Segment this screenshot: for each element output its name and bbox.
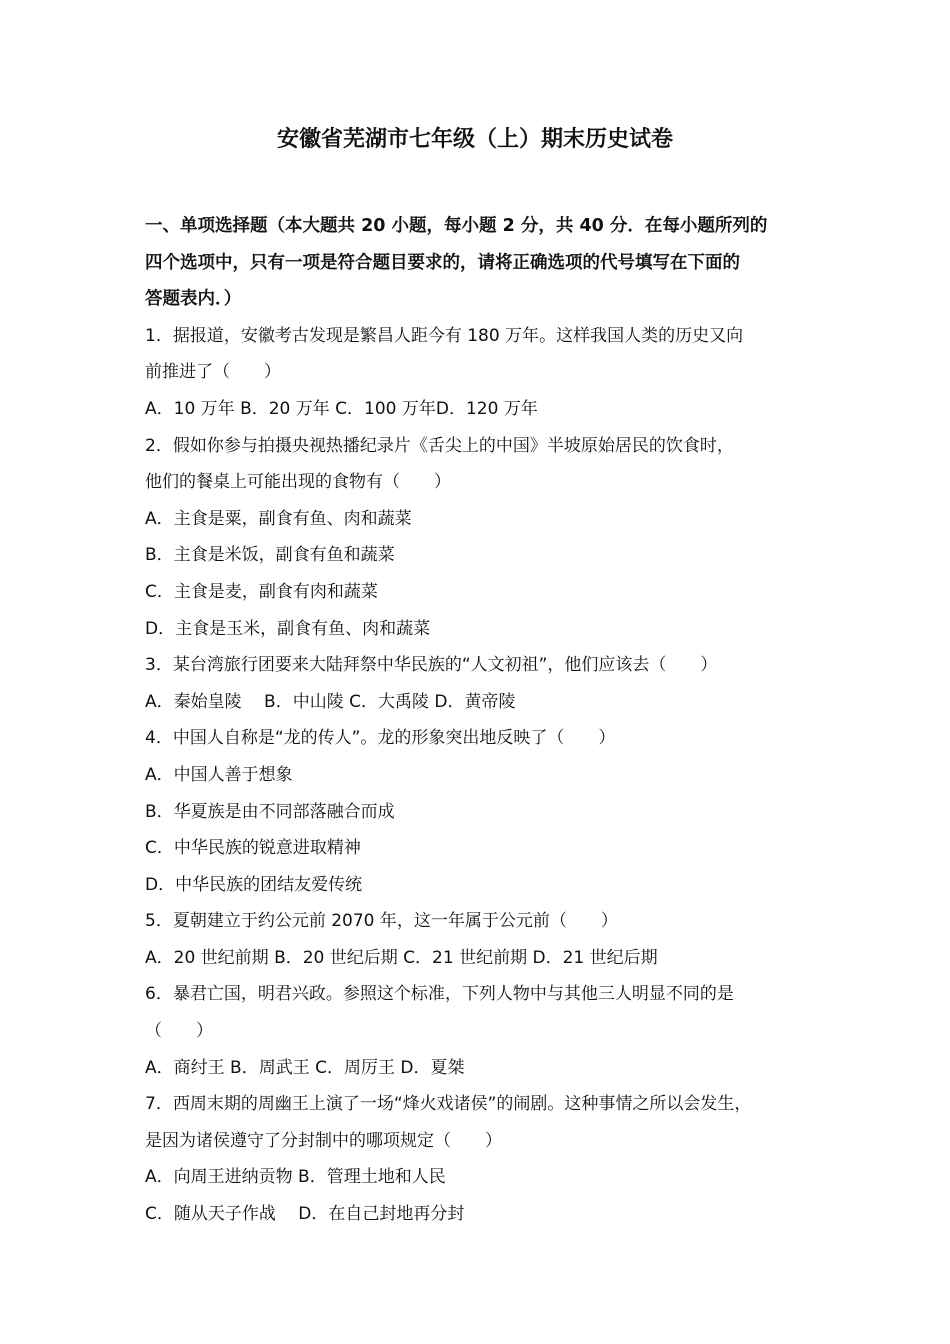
question-2-option-c: C．主食是麦，副食有肉和蔬菜 (145, 581, 378, 602)
question-1-stem-cont: 前推进了（ ） (145, 362, 281, 383)
question-2-stem: 2．假如你参与拍摄央视热播纪录片《舌尖上的中国》半坡原始居民的饮食时， (145, 435, 734, 456)
exam-content (145, 208, 820, 1233)
question-3-options: A．秦始皇陵 B．中山陵 C．大禹陵 D．黄帝陵 (145, 691, 516, 712)
question-4-option-b: B．华夏族是由不同部落融合而成 (145, 801, 395, 822)
question-7-options-ab: A．向周王进纳贡物 B．管理土地和人民 (145, 1167, 446, 1188)
page-title: 安徽省芜湖市七年级（上）期末历史试卷 (276, 127, 673, 152)
question-2-option-d: D．主食是玉米，副食有鱼、肉和蔬菜 (145, 618, 431, 639)
question-4-option-c: C．中华民族的锐意进取精神 (145, 838, 361, 859)
question-2-option-a: A．主食是粟，副食有鱼、肉和蔬菜 (145, 508, 412, 529)
question-4-stem: 4．中国人自称是“龙的传人”。龙的形象突出地反映了（ ） (145, 728, 616, 749)
question-7-options-cd: C．随从天子作战 D．在自己封地再分封 (145, 1204, 465, 1225)
question-1-options: A．10 万年 B．20 万年 C．100 万年D．120 万年 (145, 398, 538, 419)
question-6-stem-cont: （ ） (145, 1021, 213, 1042)
question-6-stem: 6．暴君亡国，明君兴政。参照这个标准，下列人物中与其他三人明显不同的是 (145, 984, 734, 1005)
question-4-option-a: A．中国人善于想象 (145, 764, 293, 785)
question-4-option-d: D．中华民族的团结友爱传统 (145, 874, 363, 895)
question-7-stem: 7．西周末期的周幽王上演了一场“烽火戏诸侯”的闹剧。这种事情之所以会发生， (145, 1094, 752, 1115)
question-1-stem: 1．据报道，安徽考古发现是繁昌人距今有 180 万年。这样我国人类的历史又向 (145, 325, 744, 346)
section-header-line: 四个选项中，只有一项是符合题目要求的，请将正确选项的代号填写在下面的 (145, 252, 740, 273)
section-header-line: 一、单项选择题（本大题共 20 小题，每小题 2 分，共 40 分．在每小题所列的 (145, 216, 768, 236)
question-5-stem: 5．夏朝建立于约公元前 2070 年，这一年属于公元前（ ） (145, 911, 618, 932)
question-5-options: A．20 世纪前期 B．20 世纪后期 C．21 世纪前期 D．21 世纪后期 (145, 947, 658, 968)
section-header-line: 答题表内．） (145, 289, 242, 310)
question-6-options: A．商纣王 B．周武王 C．周厉王 D．夏桀 (145, 1057, 465, 1078)
question-2-option-b: B．主食是米饭，副食有鱼和蔬菜 (145, 545, 395, 566)
question-3-stem: 3．某台湾旅行团要来大陆拜祭中华民族的“人文初祖”，他们应该去（ ） (145, 655, 718, 676)
question-2-stem-cont: 他们的餐桌上可能出现的食物有（ ） (145, 472, 451, 493)
question-7-stem-cont: 是因为诸侯遵守了分封制中的哪项规定（ ） (145, 1130, 502, 1151)
